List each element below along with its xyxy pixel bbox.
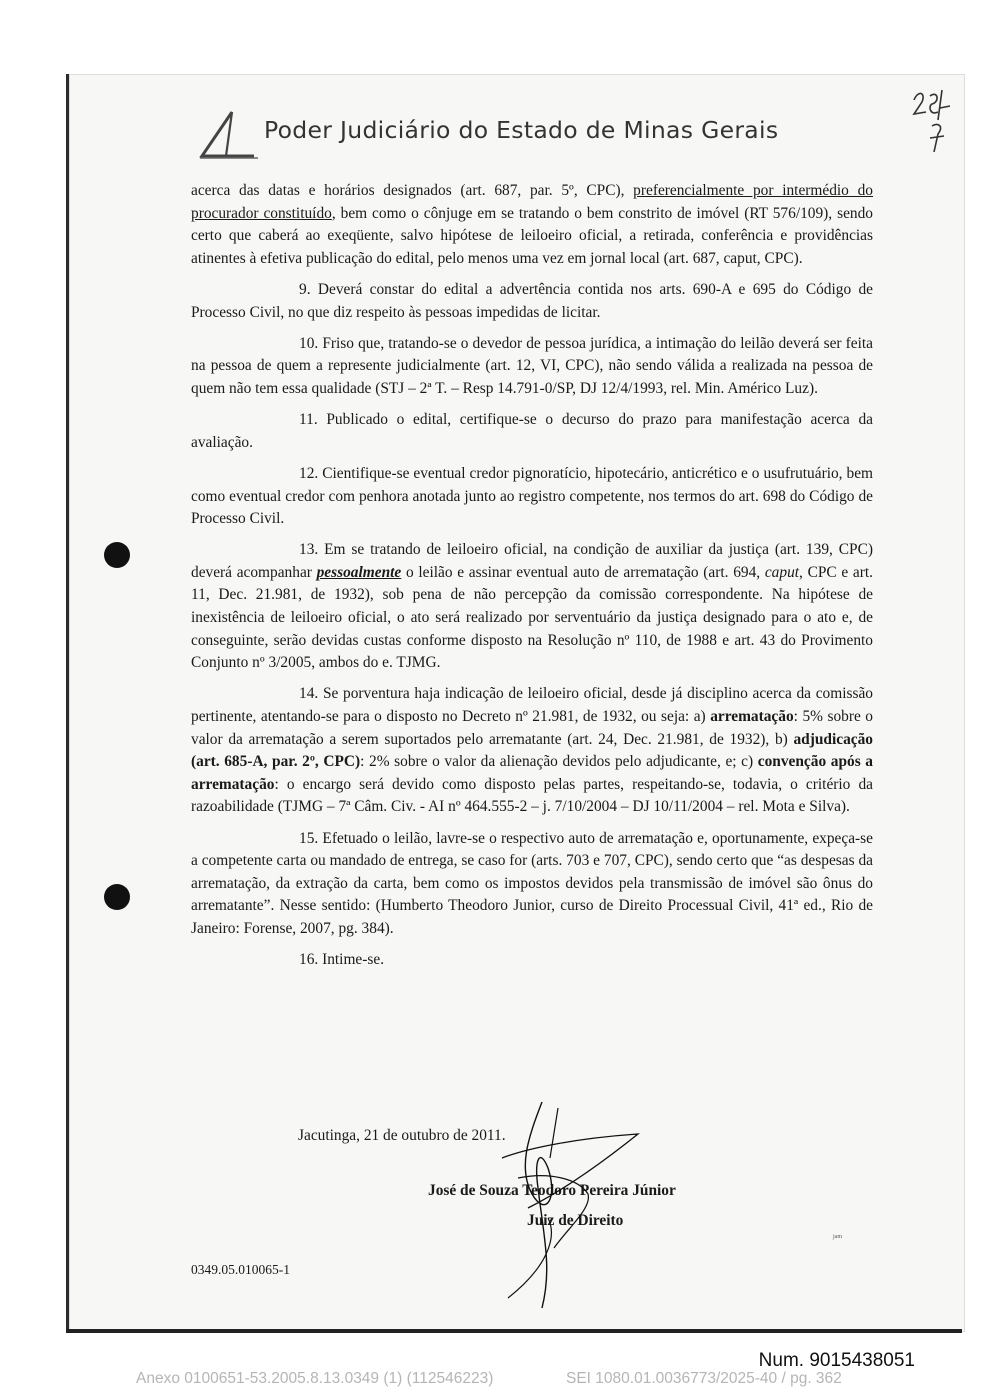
paragraph-10: 10. Friso que, tratando-se o devedor de pessoa jurídica, a intimação do leilão deverá ser feita na pessoa de quem a represente judicialmente (art. 12, VI, CPC), não sendo válida a realizada na pessoa de quem não tem essa qualidade (STJ – 2ª T. – Resp 14.791-0/SP, DJ 12/4/1993, rel. Min. Américo Luz). <box>191 334 873 397</box>
process-number: 0349.05.010065-1 <box>191 1262 290 1277</box>
paragraph-16: 16. Intime-se. <box>299 951 385 969</box>
paragraph-15: 15. Efetuado o leilão, lavre-se o respectivo auto de arrematação e, oportunamente, expeça-se a competente carta ou mandado de entrega, se caso for (arts. 703 e 707, CPC), sendo certo que “as despesas da arrematação, da extração da carta, bem como os impostos devidos pela transmissão de imóvel são ônus do arrematante”. Nesse sentido: (Humberto Theodoro Junior, curso de Direito Processual Civil, 41ª ed., Rio de Janeiro: Forense, 2007, pg. 384). <box>191 829 873 937</box>
document-header <box>196 102 896 162</box>
document-id: Num. 9015438051 <box>758 1350 915 1371</box>
scan-bottom-edge <box>66 1329 962 1333</box>
annex-reference: Anexo 0100651-53.2005.8.13.0349 (1) (112546223) <box>136 1370 494 1387</box>
punch-hole-top <box>104 542 130 568</box>
paragraph-14: 14. Se porventura haja indicação de leiloeiro oficial, desde já disciplino acerca da comissão pertinente, atentando-se para o disposto no Decreto nº 21.981, de 1932, ou seja: a) arrematação: 5% sobre o valor da arrematação a serem suportados pelo arrematante (art. 24, Dec. 21.981, de 1932), b) adjudicação (art. 685-A, par. 2º, CPC): 2% sobre o valor da alienação devidos pelo adjudicante, e; c) convenção após a arrematação: o encargo será devido como disposto pelas partes, respeitando-se, todavia, o critério da razoabilidade (TJMG – 7ª Câm. Civ. - AI nº 464.555-2 – j. 7/10/2004 – DJ 10/11/2004 – rel. Mota e Silva). <box>191 685 873 816</box>
signer-title: Juiz de Direito <box>527 1212 624 1229</box>
date-line: Jacutinga, 21 de outubro de 2011. <box>298 1127 506 1144</box>
paragraph-8-continuation: acerca das datas e horários designados (art. 687, par. 5º, CPC), preferencialmente por intermédio do procurador constituído, bem como o cônjuge em se tratando o bem constrito de imóvel (RT 576/109), sendo certo que caberá ao exeqüente, salvo hipótese de leiloeiro oficial, a retirada, conferência e providências atinentes à efetiva publicação do edital, pelo menos uma vez em jornal local (art. 687, caput, CPC). <box>191 182 873 267</box>
punch-hole-bottom <box>104 884 130 910</box>
handwritten-page-note <box>908 86 960 162</box>
scan-mark: jam <box>833 1234 842 1240</box>
sei-reference: SEI 1080.01.0036773/2025-40 / pg. 362 <box>566 1370 842 1387</box>
paragraph-12: 12. Cientifique-se eventual credor pignoratício, hipotecário, anticrético e o usufrutuário, bem como eventual credor com penhora anotada junto ao registro competente, nos termos do art. 698 do Código de Processo Civil. <box>191 464 873 528</box>
handwritten-signature <box>488 1098 648 1318</box>
document-body <box>191 180 873 980</box>
triangle-seal-icon <box>196 108 260 160</box>
page-title: Poder Judiciário do Estado de Minas Gerais <box>264 116 779 144</box>
paragraph-9: 9. Deverá constar do edital a advertência contida nos arts. 690-A e 695 do Código de Processo Civil, no que diz respeito às pessoas impedidas de licitar. <box>191 280 873 321</box>
paragraph-11: 11. Publicado o edital, certifique-se o decurso do prazo para manifestação acerca da avaliação. <box>191 411 873 451</box>
signer-name: José de Souza Teodoro Pereira Júnior <box>428 1182 676 1199</box>
paragraph-13: 13. Em se tratando de leiloeiro oficial, na condição de auxiliar da justiça (art. 139, CPC) deverá acompanhar pessoalmente o leilão e assinar eventual auto de arrematação (art. 694, caput, CPC e art. 11, Dec. 21.981, de 1932), sob pena de não percepção da comissão correspondente. Na hipótese de inexistência de leiloeiro oficial, o ato será realizado por serventuário da justiça designado para o ato e, de conseguinte, serão devidas custas conforme disposto na Resolução nº 110, de 1988 e art. 43 do Provimento Conjunto nº 3/2005, ambos do e. TJMG. <box>191 541 873 672</box>
